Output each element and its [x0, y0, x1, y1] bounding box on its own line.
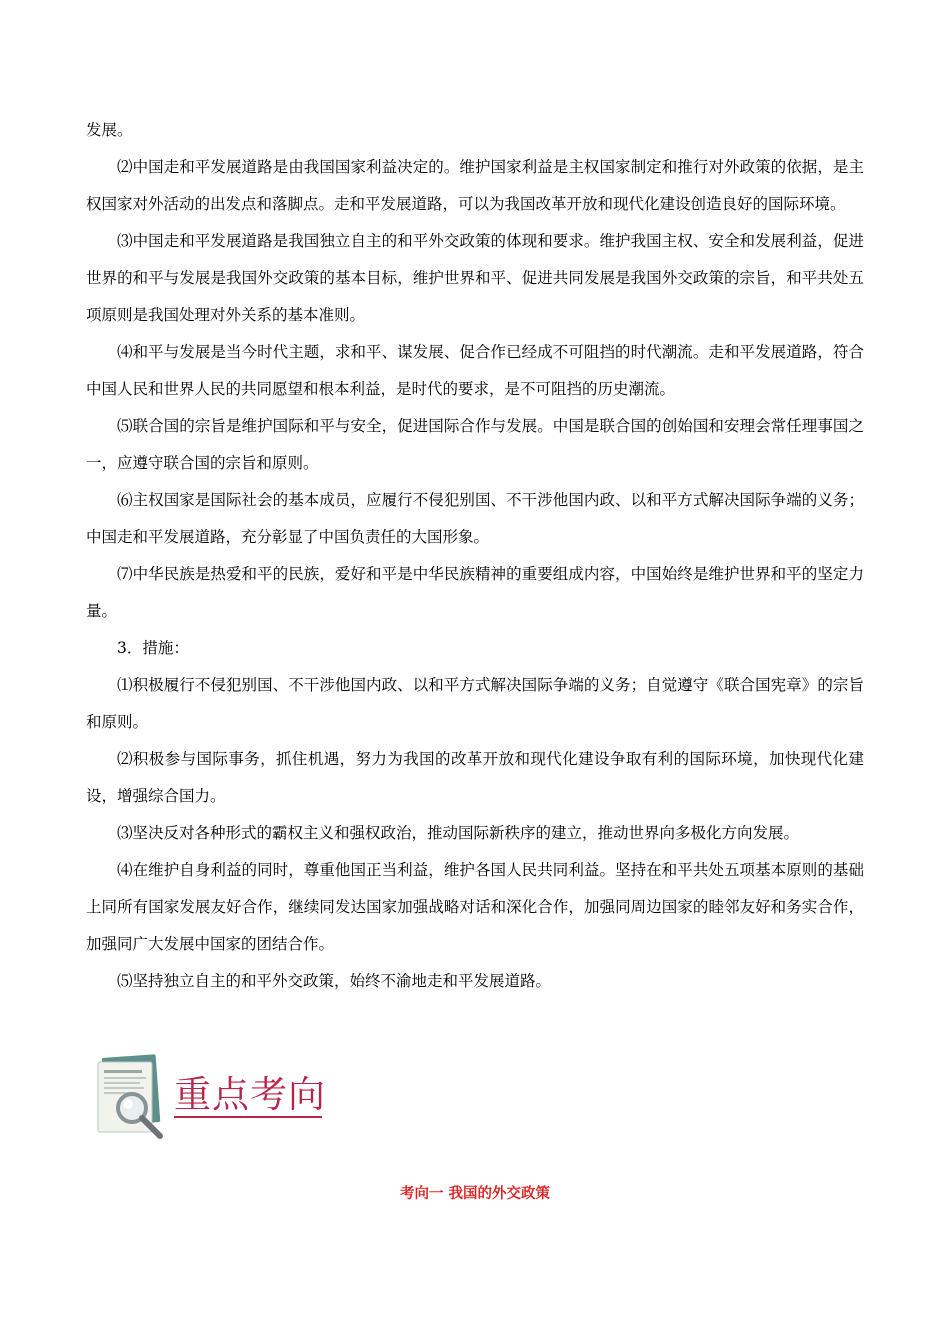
key-directions-banner: [92, 1052, 332, 1142]
magnifier-document-icon: [92, 1052, 182, 1142]
paragraph-6: ⑹主权国家是国际社会的基本成员，应履行不侵犯别国、不干涉他国内政、以和平方式解决国际争端的义务；中国走和平发展道路，充分彰显了中国负责任的大国形象。: [86, 491, 864, 546]
measure-2: ⑵积极参与国际事务，抓住机遇，努力为我国的改革开放和现代化建设争取有利的国际环境，加快现代化建设，增强综合国力。: [86, 750, 864, 805]
banner-title: 重点考向: [174, 1073, 326, 1116]
paragraph-7: ⑺中华民族是热爱和平的民族，爱好和平是中华民族精神的重要组成内容，中国始终是维护世界和平的坚定力量。: [86, 565, 864, 620]
paragraph-5: ⑸联合国的宗旨是维护国际和平与安全，促进国际合作与发展。中国是联合国的创始国和安理会常任理事国之一，应遵守联合国的宗旨和原则。: [86, 417, 864, 472]
measure-1: ⑴积极履行不侵犯别国、不干涉他国内政、以和平方式解决国际争端的义务；自觉遵守《联合国宪章》的宗旨和原则。: [86, 676, 864, 731]
measure-3: ⑶坚决反对各种形式的霸权主义和强权政治，推动国际新秩序的建立，推动世界向多极化方向发展。: [117, 824, 800, 842]
paragraph-2: ⑵中国走和平发展道路是由我国国家利益决定的。维护国家利益是主权国家制定和推行对外政策的依据，是主权国家对外活动的出发点和落脚点。走和平发展道路，可以为我国改革开放和现代化建设创造良好的国际环境。: [86, 158, 864, 213]
measures-heading: 3．措施：: [117, 639, 189, 657]
paragraph-4: ⑷和平与发展是当今时代主题，求和平、谋发展、促合作已经成不可阻挡的时代潮流。走和平发展道路，符合中国人民和世界人民的共同愿望和根本利益，是时代的要求，是不可阻挡的历史潮流。: [86, 343, 864, 398]
banner-underline: [174, 1116, 322, 1118]
paragraph-3: ⑶中国走和平发展道路是我国独立自主的和平外交政策的体现和要求。维护我国主权、安全和发展利益，促进世界的和平与发展是我国外交政策的基本目标，维护世界和平、促进共同发展是我国外交政策的宗旨，和平共处五项原则是我国处理对外关系的基本准则。: [86, 232, 864, 324]
document-body: [86, 112, 864, 1000]
section-title: 考向一 我国的外交政策: [399, 1186, 551, 1202]
measure-4: ⑷在维护自身利益的同时，尊重他国正当利益，维护各国人民共同利益。坚持在和平共处五项基本原则的基础上同所有国家发展友好合作，继续同发达国家加强战略对话和深化合作，加强同周边国家的睦邻友好和务实合作，加强同广大发展中国家的团结合作。: [86, 861, 864, 953]
measure-5: ⑸坚持独立自主的和平外交政策，始终不渝地走和平发展道路。: [117, 972, 552, 990]
paragraph-1: 发展。: [86, 121, 133, 139]
